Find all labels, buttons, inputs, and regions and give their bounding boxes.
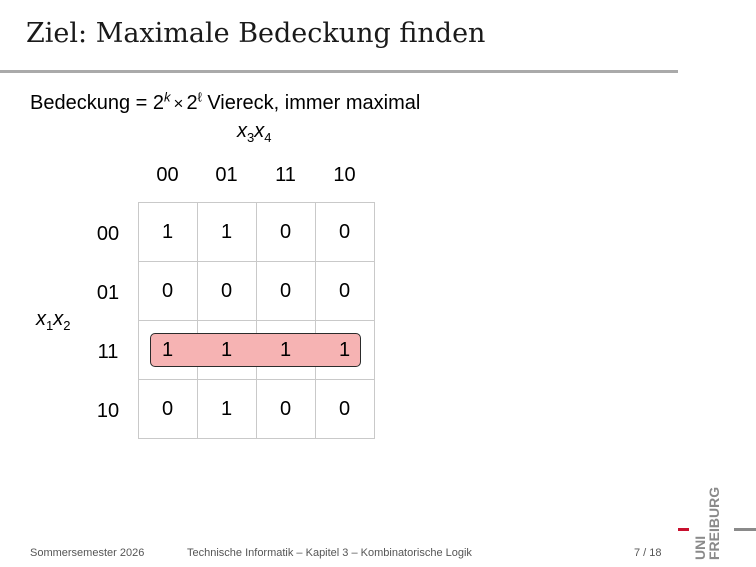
- kmap-cell: 1: [220, 221, 233, 243]
- kmap-cell: 1: [338, 339, 351, 361]
- col-var-x: x: [237, 120, 247, 142]
- logo-text-uni: UNI: [692, 535, 708, 560]
- col-var-sub: 3: [247, 130, 255, 145]
- kmap-cell: 0: [279, 398, 292, 420]
- kmap-cell: 0: [161, 398, 174, 420]
- footer-course: Technische Informatik – Kapitel 3 – Kombinatorische Logik: [187, 547, 472, 559]
- column-header: 11: [275, 164, 296, 186]
- row-header: 01: [96, 282, 120, 304]
- university-logo: [678, 478, 756, 567]
- kmap-cell: 0: [279, 280, 292, 302]
- kmap-cell: 1: [220, 339, 233, 361]
- kmap-cell: 0: [279, 221, 292, 243]
- title-divider: [0, 70, 678, 73]
- col-var-sub: 4: [264, 130, 272, 145]
- kmap-cell: 1: [161, 339, 174, 361]
- subtitle-base: 2: [186, 92, 198, 114]
- kmap-cell: 1: [279, 339, 292, 361]
- logo-text-freiburg: FREIBURG: [706, 486, 722, 560]
- logo-gray-bar: [734, 528, 756, 531]
- column-variables: [237, 120, 271, 145]
- exponent-l: ℓ: [197, 89, 202, 105]
- row-var-x: x: [36, 308, 46, 330]
- column-header: 10: [333, 164, 356, 186]
- column-header: 01: [215, 164, 238, 186]
- kmap-cell: 0: [338, 221, 351, 243]
- kmap-cell: 1: [220, 398, 233, 420]
- row-header: 11: [97, 341, 119, 363]
- exponent-k: k: [164, 89, 171, 105]
- kmap-cell: 0: [220, 280, 233, 302]
- slide-title: Ziel: Maximale Bedeckung finden: [26, 18, 486, 49]
- kmap-cell: 0: [338, 280, 351, 302]
- row-var-sub: 1: [46, 318, 54, 333]
- footer-page-number: 7 / 18: [634, 547, 662, 559]
- subtitle: [30, 89, 421, 115]
- footer-semester: Sommersemester 2026: [30, 547, 145, 559]
- row-var-sub: 2: [63, 318, 71, 333]
- column-header: 00: [156, 164, 179, 186]
- row-header: 10: [96, 400, 120, 422]
- row-var-x: x: [53, 308, 64, 330]
- col-var-x: x: [254, 120, 265, 142]
- subtitle-prefix: Bedeckung = 2: [30, 92, 164, 114]
- logo-accent-bar: [678, 528, 689, 531]
- grid-line: [374, 202, 375, 439]
- kmap-cell: 0: [338, 398, 351, 420]
- row-variables: [36, 308, 70, 333]
- subtitle-suffix: Viereck, immer maximal: [201, 92, 421, 114]
- kmap-cell: 1: [161, 221, 174, 243]
- kmap-cell: 0: [161, 280, 174, 302]
- row-header: 00: [96, 223, 120, 245]
- times-symbol: ×: [173, 94, 184, 113]
